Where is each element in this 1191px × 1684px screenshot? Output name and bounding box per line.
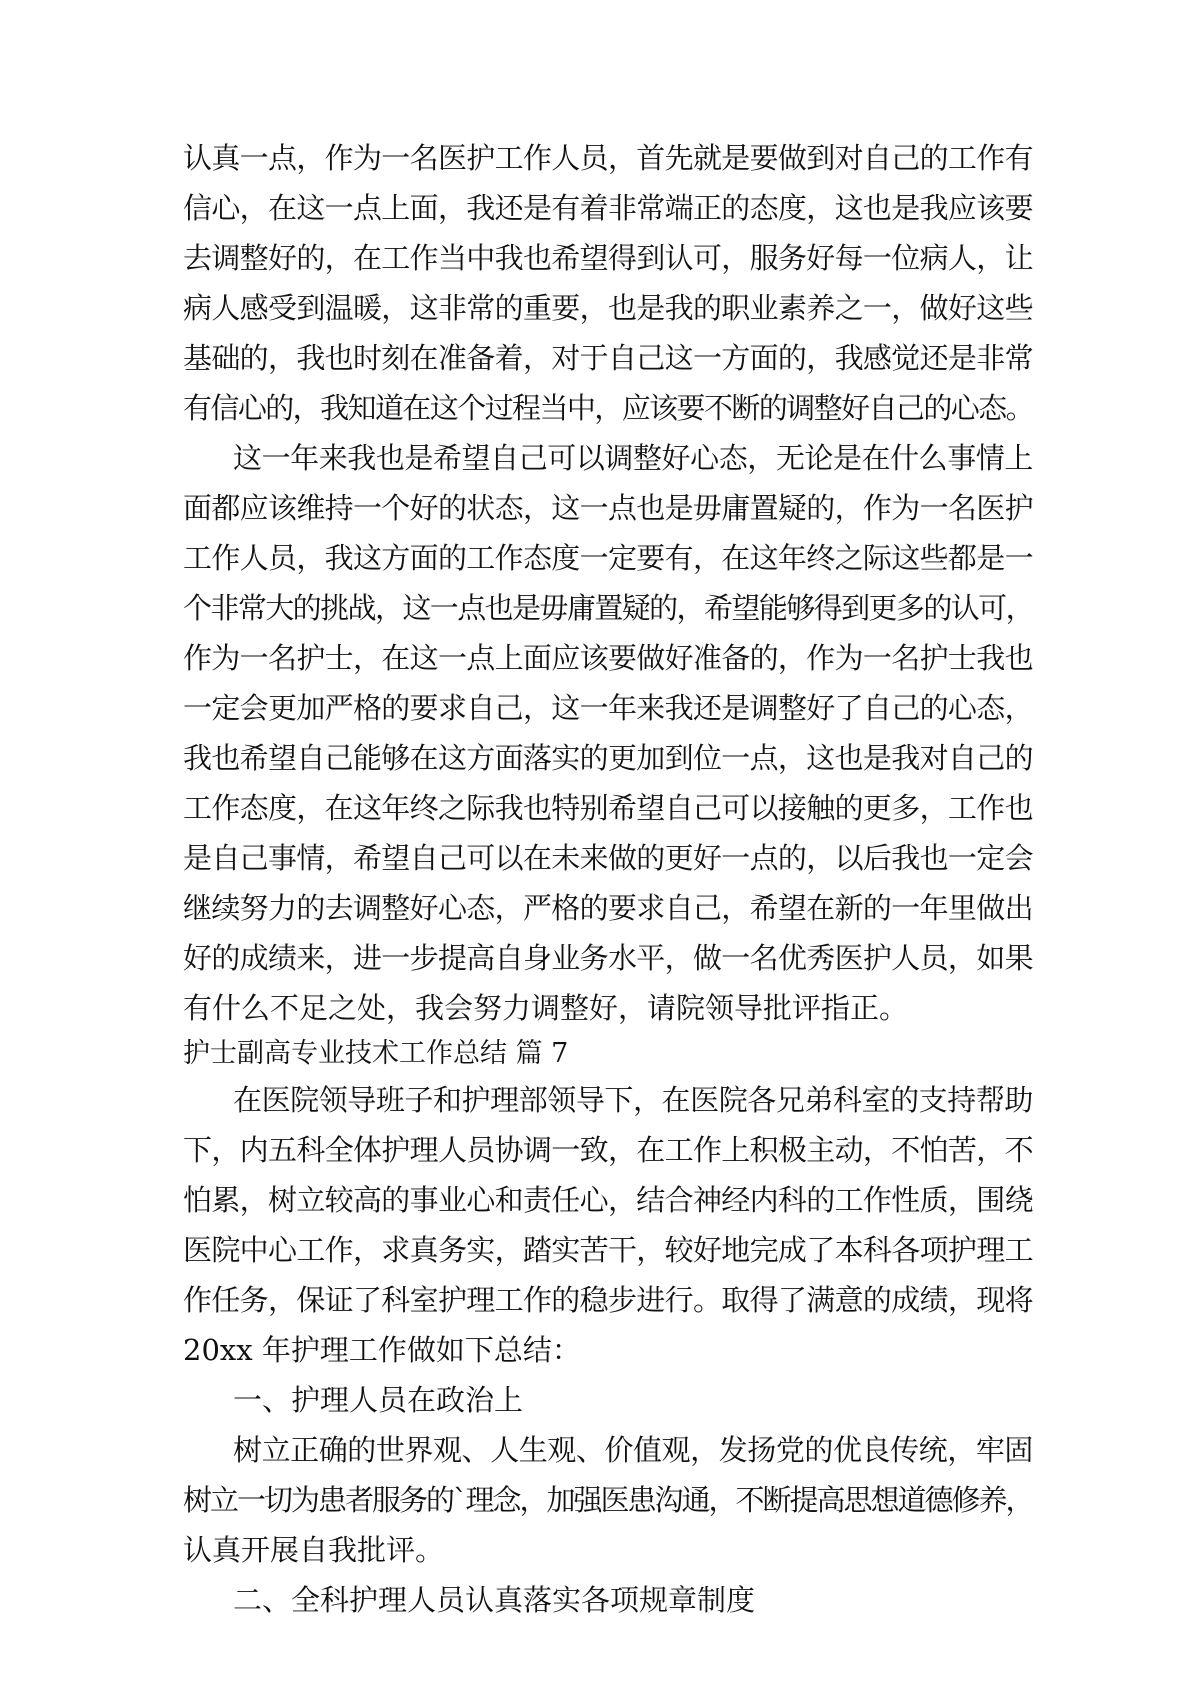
text-line: 有信心的，我知道在这个过程当中，应该要不断的调整好自己的心态。 — [183, 391, 1034, 425]
text-line: 是自己事情，希望自己可以在未来做的更好一点的，以后我也一定会 — [183, 841, 1033, 875]
text-line: 一、护理人员在政治上 — [233, 1383, 524, 1417]
section-heading: 护士副高专业技术工作总结 篇 7 — [183, 1038, 569, 1069]
text-line: 去调整好的，在工作当中我也希望得到认可，服务好每一位病人，让 — [183, 241, 1033, 275]
text-line: 有什么不足之处，我会努力调整好，请院领导批评指正。 — [183, 991, 909, 1025]
text-line: 下，内五科全体护理人员协调一致，在工作上积极主动，不怕苦，不 — [183, 1133, 1033, 1167]
text-line: 个非常大的挑战，这一点也是毋庸置疑的，希望能够得到更多的认可， — [183, 591, 1034, 625]
document-body — [183, 133, 1033, 1625]
text-line: 怕累，树立较高的事业心和责任心，结合神经内科的工作性质，围绕 — [183, 1183, 1033, 1217]
text-line: 面都应该维持一个好的状态，这一点也是毋庸置疑的，作为一名医护 — [183, 491, 1033, 525]
text-line: 树立一切为患者服务的`理念，加强医患沟通，不断提高思想道德修养， — [183, 1483, 1033, 1517]
text-line: 树立正确的世界观、人生观、价值观，发扬党的优良传统，牢固 — [233, 1433, 1033, 1467]
text-line: 作为一名护士，在这一点上面应该要做好准备的，作为一名护士我也 — [183, 641, 1033, 675]
text-line: 工作态度，在这年终之际我也特别希望自己可以接触的更多，工作也 — [183, 791, 1033, 825]
text-line: 基础的，我也时刻在准备着，对于自己这一方面的，我感觉还是非常 — [183, 341, 1033, 375]
text-line: 认真开展自我批评。 — [183, 1533, 445, 1567]
text-line: 一定会更加严格的要求自己，这一年来我还是调整好了自己的心态， — [183, 691, 1033, 725]
text-line: 我也希望自己能够在这方面落实的更加到位一点，这也是我对自己的 — [183, 741, 1033, 775]
text-line: 在医院领导班子和护理部领导下，在医院各兄弟科室的支持帮助 — [233, 1083, 1033, 1117]
text-line: 医院中心工作，求真务实，踏实苦干，较好地完成了本科各项护理工 — [183, 1233, 1033, 1267]
text-line: 病人感受到温暖，这非常的重要，也是我的职业素养之一，做好这些 — [183, 291, 1033, 325]
text-line: 作任务，保证了科室护理工作的稳步进行。取得了满意的成绩，现将 — [183, 1283, 1033, 1317]
text-line: 这一年来我也是希望自己可以调整好心态，无论是在什么事情上 — [233, 441, 1033, 475]
text-line: 信心，在这一点上面，我还是有着非常端正的态度，这也是我应该要 — [183, 191, 1033, 225]
text-line: 好的成绩来，进一步提高自身业务水平，做一名优秀医护人员，如果 — [183, 941, 1033, 975]
text-line: 20xx 年护理工作做如下总结： — [183, 1333, 581, 1367]
text-line: 继续努力的去调整好心态，严格的要求自己，希望在新的一年里做出 — [183, 891, 1033, 925]
text-line: 认真一点，作为一名医护工作人员，首先就是要做到对自己的工作有 — [183, 141, 1033, 175]
text-line: 二、全科护理人员认真落实各项规章制度 — [233, 1583, 756, 1617]
text-line: 工作人员，我这方面的工作态度一定要有，在这年终之际这些都是一 — [183, 541, 1033, 575]
